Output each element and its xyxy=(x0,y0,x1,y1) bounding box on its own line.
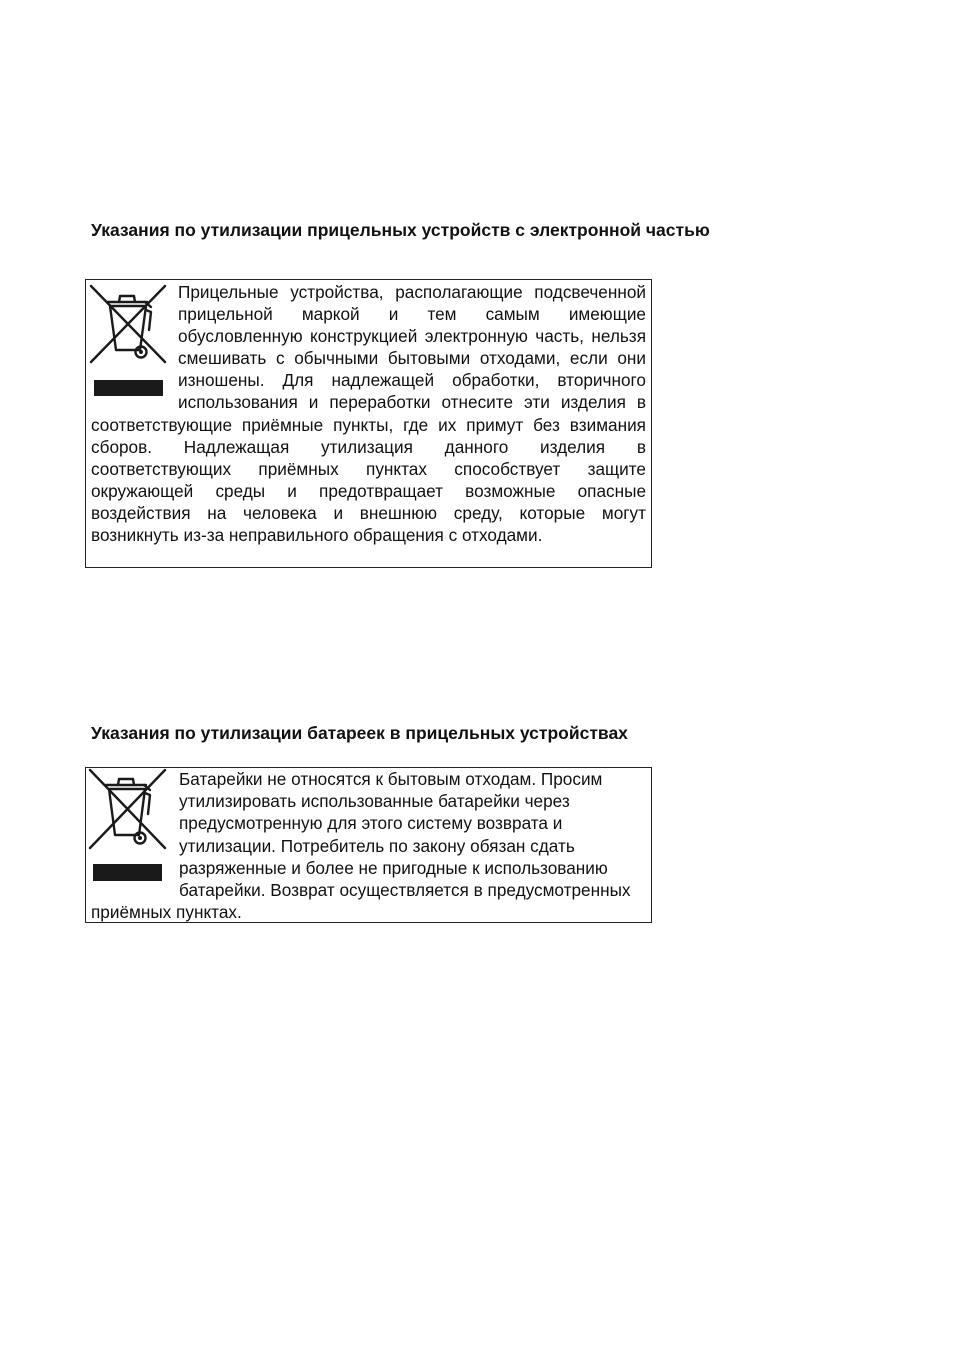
crossed-out-wheelie-bin-icon xyxy=(87,768,169,884)
notice-text-electronic: Прицельные устройства, располагающие подсвеченной прицельной маркой и тем самым имеющие обусловленную конструкцией электронную часть, нельзя смешивать с обычными бытовыми отходами, если они изношены. Для надлежащей обработки, вторичного использования и переработки отнесите эти изделия в соответствующие приёмные пункты, где их примут без взимания сборов. Надлежащая утилизация данного изделия в соответствующих приёмных пунктах способствует защите окружающей среды и предотвращает возможные опасные воздействия на человека и внешнюю среду, которые могут возникнуть из-за неправильного обращения с отходами. xyxy=(91,282,646,546)
section-heading-batteries: Указания по утилизации батареек в прицельных устройствах xyxy=(91,723,628,743)
notice-text-batteries: Батарейки не относятся к бытовым отходам. Просим утилизировать использованные батарейки через предусмотренную для этого систему возврата и утилизации. Потребитель по закону обязан сдать разряженные и более не пригодные к использованию батарейки. Возврат осуществляется в предусмотренных приёмных пунктах. xyxy=(91,769,631,923)
crossed-out-wheelie-bin-icon xyxy=(87,280,169,398)
notice-box-electronic xyxy=(85,279,652,568)
section-heading-electronic: Указания по утилизации прицельных устройств с электронной частью xyxy=(91,220,710,240)
notice-box-batteries xyxy=(85,767,652,923)
